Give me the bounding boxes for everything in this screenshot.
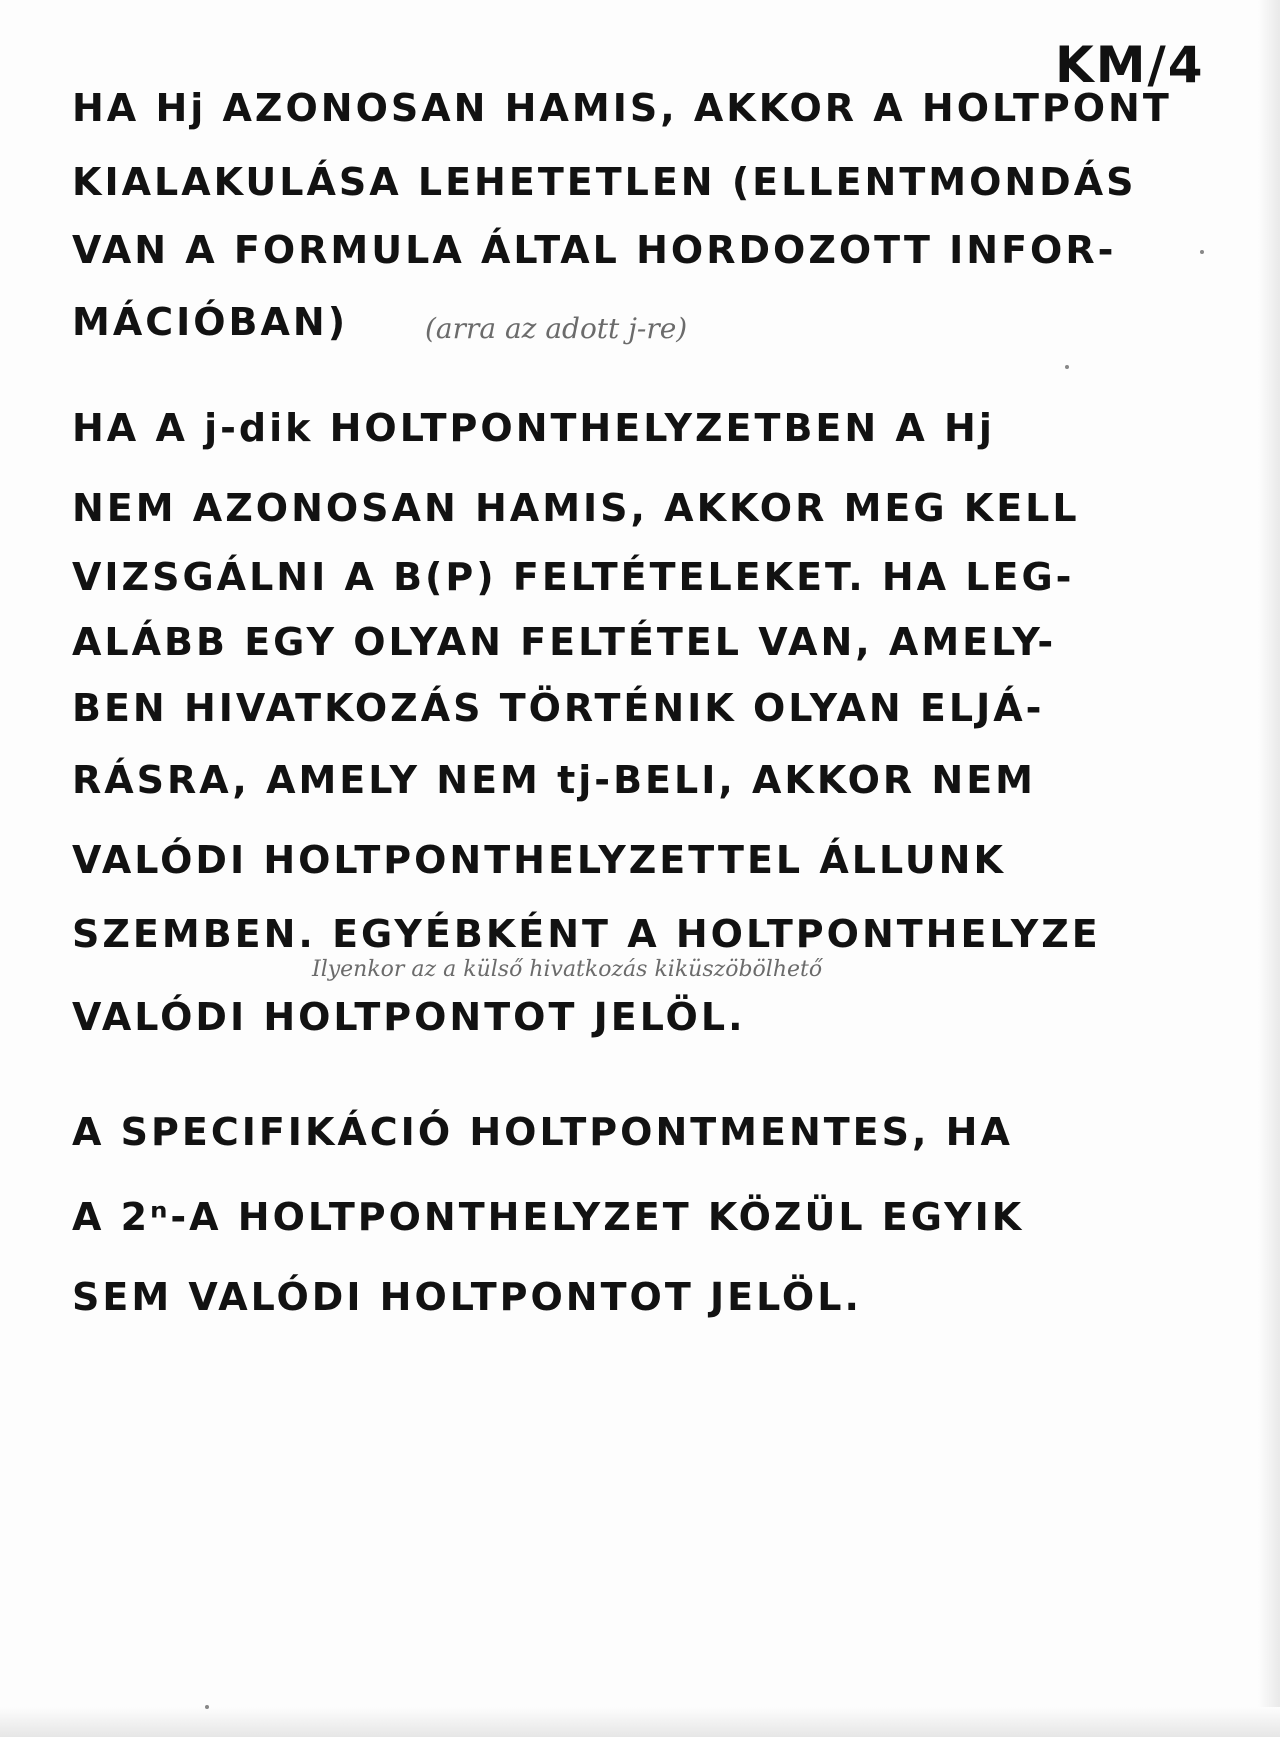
text-line-14: A SPECIFIKÁCIÓ HOLTPONTMENTES, HA — [72, 1110, 1013, 1154]
text-line-9: BEN HIVATKOZÁS TÖRTÉNIK OLYAN ELJÁ- — [72, 686, 1045, 730]
margin-note-1: (arra az adott j-re) — [425, 312, 688, 345]
text-line-1: HA Hj AZONOSAN HAMIS, AKKOR A HOLTPONT — [72, 86, 1172, 130]
page-id: KM/4 — [1055, 36, 1205, 94]
text-line-2: KIALAKULÁSA LEHETETLEN (ELLENTMONDÁS — [72, 160, 1137, 204]
text-line-13: VALÓDI HOLTPONTOT JELÖL. — [72, 995, 746, 1039]
scan-edge-bottom — [0, 1707, 1280, 1737]
text-line-5: HA A j-dik HOLTPONTHELYZETBEN A Hj — [72, 406, 995, 450]
text-line-4: MÁCIÓBAN) — [72, 300, 349, 344]
text-line-12: SZEMBEN. EGYÉBKÉNT A HOLTPONTHELYZE — [72, 912, 1101, 956]
scan-speck — [205, 1705, 209, 1709]
text-line-16: SEM VALÓDI HOLTPONTOT JELÖL. — [72, 1275, 862, 1319]
scan-speck — [1200, 250, 1204, 254]
text-line-15: A 2ⁿ-A HOLTPONTHELYZET KÖZÜL EGYIK — [72, 1195, 1025, 1239]
text-line-7: VIZSGÁLNI A B(P) FELTÉTELEKET. HA LEG- — [72, 555, 1075, 599]
text-line-11: VALÓDI HOLTPONTHELYZETTEL ÁLLUNK — [72, 838, 1006, 882]
scan-edge-right — [1258, 0, 1280, 1737]
margin-note-2: Ilyenkor az a külső hivatkozás kiküszöbölhető — [312, 957, 823, 982]
text-line-3: VAN A FORMULA ÁLTAL HORDOZOTT INFOR- — [72, 228, 1117, 272]
text-line-10: RÁSRA, AMELY NEM tj-BELI, AKKOR NEM — [72, 758, 1036, 802]
text-line-6: NEM AZONOSAN HAMIS, AKKOR MEG KELL — [72, 486, 1080, 530]
scan-speck — [1065, 365, 1069, 369]
text-line-8: ALÁBB EGY OLYAN FELTÉTEL VAN, AMELY- — [72, 620, 1057, 664]
